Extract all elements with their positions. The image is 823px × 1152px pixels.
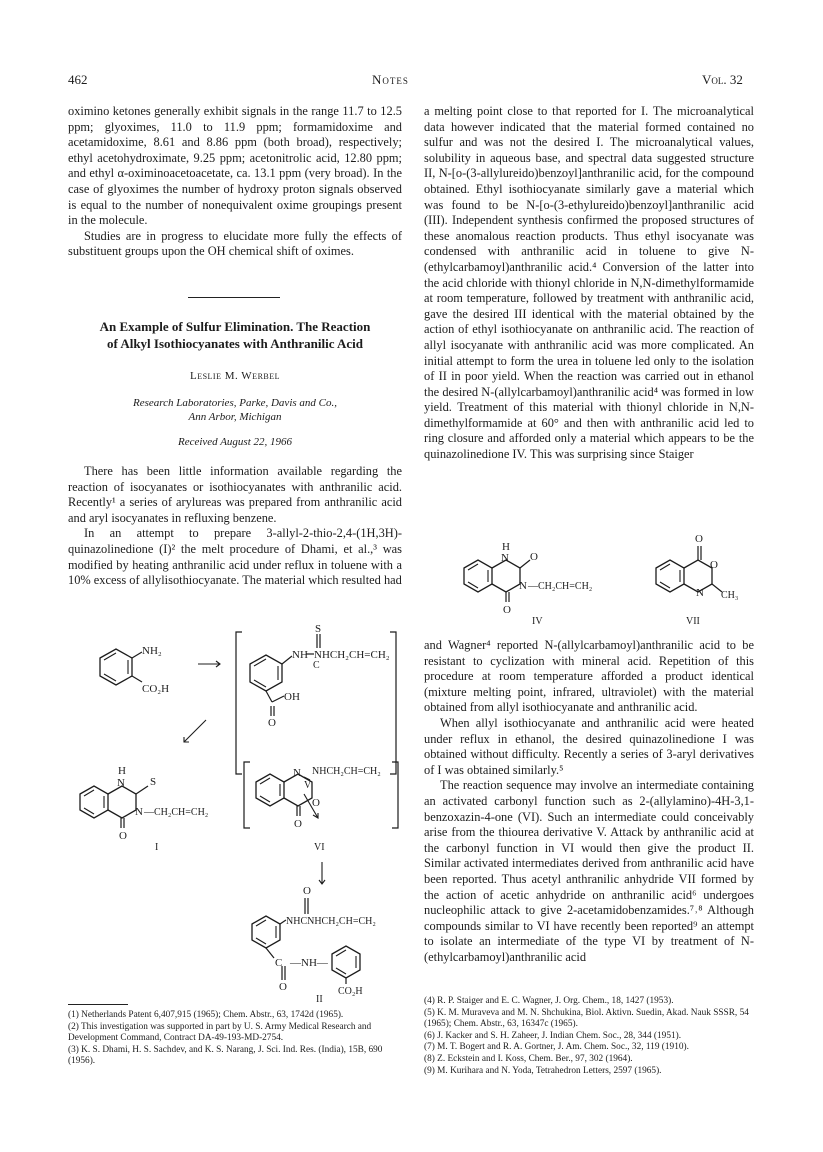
structure-ii (252, 885, 376, 1002)
structure-vii (656, 533, 738, 627)
oxygen-label: O (503, 604, 511, 616)
paragraph: a melting point close to that reported for I. The microanalytical data however indicated that the material formed contained no sulfur and was not the desired I. The microanalytical values, solubility in aqueous base, and spectral data suggested structure II, N-[o-(3-allylureido)benzoyl]anthranilic acid, for the compound obtained. Ethyl isothiocyanate similarly gave a material which was found to be N-[o-(3-ethylureido)benzoyl]anthranilic acid (III). Independent synthesis confirmed the proposed structures of these anomalous reaction products. Thus ethyl isocyanate was condensed with anthranilic acid in toluene to give N-(ethylcarbamoyl)anthranilic acid.⁴ Conversion of the latter into the acid chloride with thionyl chloride in N,N-dimethylformamide at room temperature, followed by treatment with anthranilic acid, gave the desired III identical with the material obtained by the action of ethyl isothiocyanate on anthranilic acid. The reaction of allyl isocyanate with anthranilic acid was more complicated. An initial attempt to form the urea in toluene led only to the isolation of II in poor yield. When the reaction was carried out in ethanol the desired N-(allylcarbamoyl)anthranilic acid⁴ was formed in low yield. Treatment of this material with thionyl chloride in N,N-dimethylformamide at 60° and then with anthranilic acid led to ring closure and afforded only a material which appears to be the quinazolinedione IV. This was surprising since Staiger (424, 104, 754, 462)
article-title (68, 318, 402, 352)
oxygen-label: O (710, 559, 718, 571)
carboxyl-group-label: CO₂H (338, 986, 363, 997)
allylamino-chain-label: NHCH₂CH=CH₂ (312, 766, 381, 777)
paragraph: There has been little information available regarding the reaction of isocyanates or isothiocyanates with anthranilic acid. Recently¹ a series of arylureas was prepared from anthranilic acid and aryl isocyanates in refluxing benzene. (68, 464, 402, 525)
left-body-text (68, 464, 402, 589)
paragraph: Studies are in progress to elucidate more fully the effects of substituent groups upon the OH chemical shift of oximes. (68, 228, 402, 259)
compound-label-vi: VI (314, 842, 325, 853)
left-intro-text (68, 104, 402, 260)
footnote: (4) R. P. Staiger and E. C. Wagner, J. Org. Chem., 18, 1427 (1953). (424, 996, 674, 1006)
structure-iv (464, 541, 592, 627)
anthranilic-acid-structure (100, 645, 169, 695)
amide-nh-label: —NH— (290, 957, 328, 969)
volume-label: Vol. 32 (702, 72, 743, 87)
nitrogen-label: N (117, 777, 125, 789)
footnote: (5) K. M. Muraveva and M. N. Shchukina, Biol. Aktivn. Suedin, Akad. Nauk SSSR, 54 (1965); Chem. Abstr., 63, 16347c (1965). (424, 1007, 749, 1030)
carboxyl-group-label: CO₂H (142, 683, 170, 695)
paragraph: and Wagner⁴ reported N-(allylcarbamoyl)anthranilic acid to be resistant to cyclization with mineral acid. Repetition of this procedure at room temperature afforded a product identical (mixture melting point, infrared, ultraviolet) with the material obtained from allyl isothiocyanate and anthranilic acid. (424, 638, 754, 715)
methyl-label: CH₃ (721, 590, 739, 601)
paragraph: When allyl isothiocyanate and anthranilic acid were heated under reflux in ethanol, the desired quinazolinedione I was obtained without difficulty. Recently a series of 3-aryl derivatives of I was obtained similarly.⁵ (424, 715, 754, 777)
oxygen-label: O (294, 818, 302, 830)
compound-label-iv: IV (532, 616, 543, 627)
nh-label: NH (292, 649, 308, 661)
allyl-chain-label: —CH₂CH=CH₂ (528, 581, 593, 592)
compound-label-vii: VII (686, 616, 700, 627)
right-bottom-text (424, 638, 754, 965)
carbonyl-carbon-label: C (275, 957, 283, 969)
structure-vi (244, 762, 398, 853)
oxygen-label: O (303, 885, 311, 897)
right-top-text (424, 104, 754, 463)
article-title-line: An Example of Sulfur Elimination. The Reaction (99, 319, 371, 334)
nitrogen-label: N (135, 806, 143, 818)
nitrogen-label: N (519, 580, 527, 592)
paragraph: The reaction sequence may involve an intermediate containing an activated carbonyl function such as 2-(allylamino)-4H-3,1-benzoxazin-4-one (VI). Such an intermediate could conceivably arise from the thiourea derivative V. Attack by anthranilic acid at the carbonyl function in VI would then give the product II. Similar activated intermediates derived from anthranilic acid have been reported. Thus acetyl anthranilic anhydride VII formed by the action of acetic anhydride on anthranilic acid⁶ undergoes nucleophilic attack to give 2-acetamidobenzamides.⁷˒⁸ Although compounds similar to VI have recently been reported⁹ an attempt to isolate an intermediate of the type VI by treatment of N-(ethylcarbamoyl)anthranilic acid (424, 778, 754, 964)
nitrogen-label: N (293, 767, 301, 779)
compound-label-v: V (304, 780, 312, 791)
oxygen-label: O (279, 981, 287, 993)
nitrogen-label: N (696, 587, 704, 599)
section-divider (188, 297, 280, 298)
compound-label-ii: II (316, 994, 323, 1002)
sulfur-label: S (315, 623, 322, 635)
nitrogen-label: N (501, 552, 509, 564)
allyl-chain-label: —CH₂CH=CH₂ (144, 807, 209, 818)
received-date: Received August 22, 1966 (177, 436, 293, 448)
thiocarbonyl-carbon-label: C (313, 660, 320, 671)
footnote: (7) M. T. Bogert and R. A. Gortner, J. Am. Chem. Soc., 32, 119 (1910). (424, 1042, 689, 1053)
footnote-divider (68, 1004, 128, 1005)
oxygen-label: O (268, 717, 276, 729)
hydroxyl-label: OH (284, 691, 300, 703)
hydrogen-label: H (118, 765, 126, 777)
footnote: (3) K. S. Dhami, H. S. Sachdev, and K. S. Narang, J. Sci. Ind. Res. (India), 15B, 690 (1956). (68, 1044, 383, 1067)
affiliation (68, 396, 402, 424)
allylurea-chain-label: NHCNHCH₂CH=CH₂ (286, 916, 376, 927)
oxygen-label: O (530, 551, 538, 563)
paragraph: oximino ketones generally exhibit signals in the range 11.7 to 12.5 ppm; glyoximes, 11.0 to 11.9 ppm; formamidoxime and acetamidoxime, 8.61 and 8.86 ppm (both broad), respectively; ethyl acetohydroximate, 9.25 ppm; acetonitrolic acid, 12.80 ppm; and ethyl α-oximinoacetoacetate, ca. 13.1 ppm (very broad). In the case of glyoximes the number of hydroxy proton signals observed is equal to the number of nonequivalent oxime groupings present in the molecule. (68, 104, 402, 228)
oxygen-label: O (312, 797, 320, 809)
page-number: 462 (68, 72, 88, 87)
reaction-scheme (60, 622, 406, 1002)
reaction-arrow (184, 720, 206, 742)
affiliation-line: Ann Arbor, Michigan (188, 411, 282, 423)
compound-label-i: I (155, 842, 159, 853)
footnotes-right (424, 996, 754, 1077)
footnote: (1) Netherlands Patent 6,407,915 (1965); Chem. Abstr., 63, 1742d (1965). (68, 1010, 344, 1020)
oxygen-label: O (695, 533, 703, 545)
allylamino-chain-label: NHCH₂CH=CH₂ (314, 649, 390, 661)
article-title-line: of Alkyl Isothiocyanates with Anthranilic Acid (106, 336, 364, 351)
footnote: (2) This investigation was supported in part by U. S. Army Medical Research and Development Command, Contract DA-49-193-MD-2754. (68, 1021, 372, 1044)
footnotes-left (68, 1010, 402, 1068)
running-section-title: Notes (372, 72, 409, 87)
oxygen-label: O (119, 830, 127, 842)
hydrogen-label: H (502, 541, 510, 553)
sulfur-label: S (150, 776, 157, 788)
footnote: (8) Z. Eckstein and I. Koss, Chem. Ber., 97, 302 (1964). (424, 1053, 633, 1064)
paragraph: In an attempt to prepare 3-allyl-2-thio-2,4-(1H,3H)-quinazolinedione (I)² the melt procedure of Dhami, et al.,³ was modified by heating anthranilic acid under reflux in toluene with a 10% excess of allylisothiocyanate. The material which resulted had (68, 526, 402, 588)
footnote: (9) M. Kurihara and N. Yoda, Tetrahedron Letters, 2597 (1965). (424, 1065, 662, 1076)
footnote: (6) J. Kacker and S. H. Zaheer, J. Indian Chem. Soc., 28, 344 (1951). (424, 1030, 682, 1041)
structures-iv-vii (424, 528, 764, 628)
structure-i (80, 765, 208, 853)
affiliation-line: Research Laboratories, Parke, Davis and Co., (133, 397, 337, 409)
amino-group-label: NH₂ (142, 645, 162, 657)
author-name: Leslie M. Werbel (189, 370, 281, 382)
